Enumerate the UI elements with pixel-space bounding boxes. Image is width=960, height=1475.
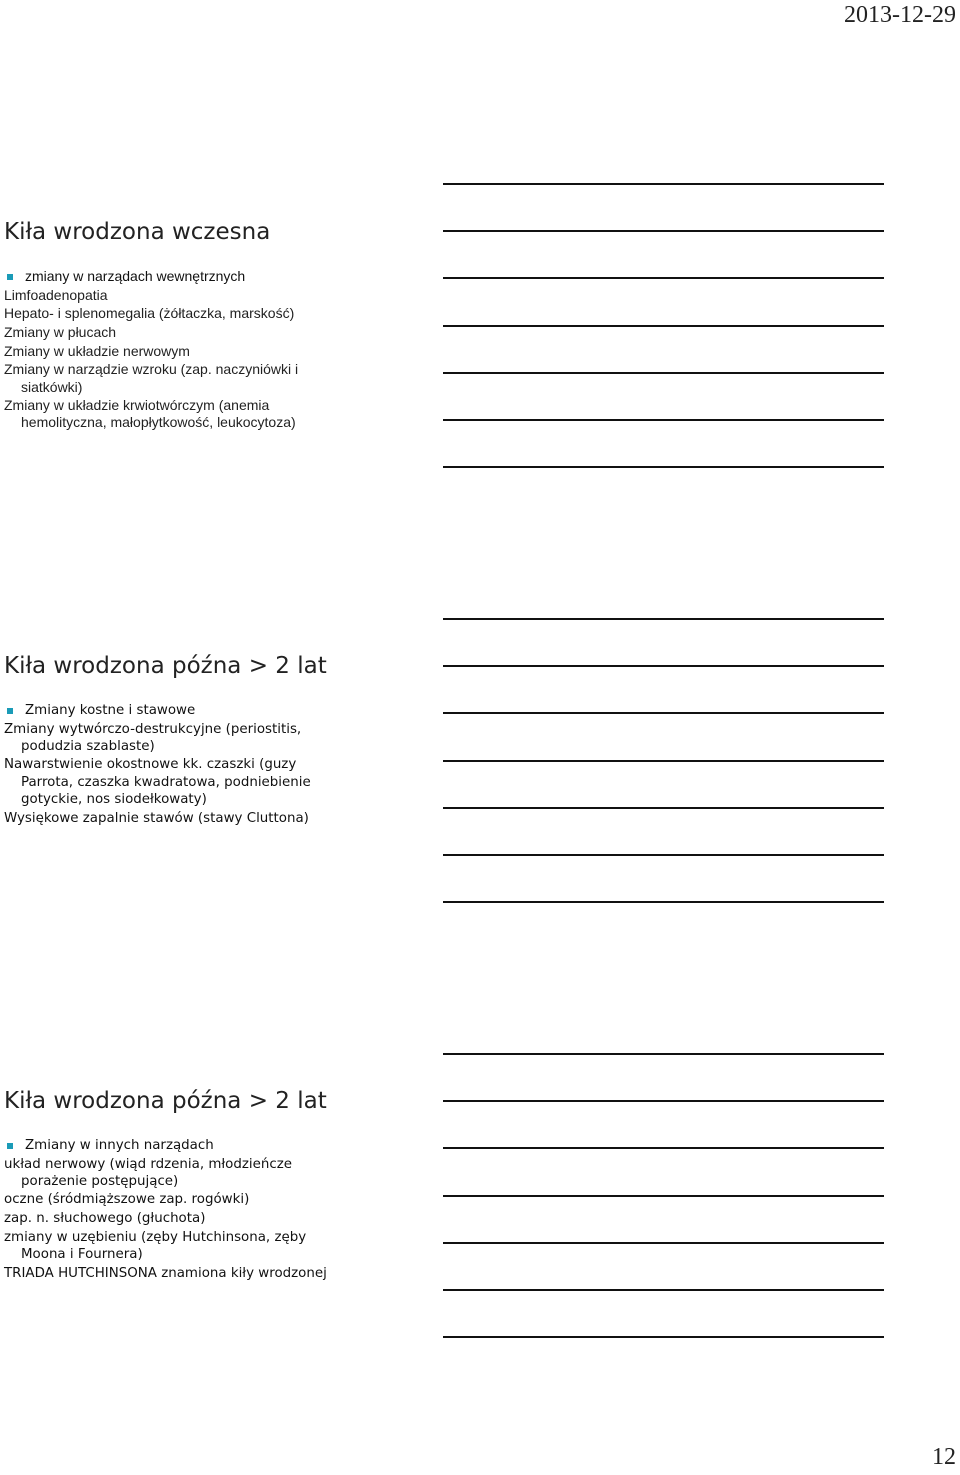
square-bullet-icon [7,708,13,714]
list-item: Zmiany w układzie nerwowym [4,342,190,359]
note-rule [443,419,884,421]
note-rule [443,901,884,903]
note-rule [443,1336,884,1338]
note-rule [443,1053,884,1055]
header-date: 2013-12-29 [844,2,956,28]
note-rule [443,1242,884,1244]
list-item: oczne (śródmiąższowe zap. rogówki) [4,1192,250,1208]
list-item: Zmiany w narządzie wzroku (zap. naczyniówki i siatkówki) [4,361,299,395]
note-rule [443,618,884,620]
bullet-text: Zmiany w innych narządach [25,1138,214,1153]
notes-lines-1 [443,183,884,513]
slide-2 [4,652,424,827]
list-item: Zmiany w płucach [4,323,117,340]
note-rule [443,466,884,468]
page-number: 12 [932,1444,956,1470]
slide-1 [4,218,424,432]
note-rule [443,1195,884,1197]
list-item: zap. n. słuchowego (głuchota) [4,1211,206,1227]
note-rule [443,1289,884,1291]
note-rule [443,760,884,762]
slide-2-title: Kiła wrodzona późna > 2 lat [4,653,327,679]
slide-3-bullet-item [4,1137,424,1154]
note-rule [443,372,884,374]
note-rule [443,712,884,714]
list-item: Nawarstwienie okostnowe kk. czaszki (guzy Parrota, czaszka kwadratowa, podniebienie gotyckie, nos siodełkowaty) [4,757,311,807]
list-item: układ nerwowy (wiąd rdzenia, młodzieńcze porażenie postępujące) [4,1156,292,1189]
list-item: TRIADA HUTCHINSONA znamiona kiły wrodzonej [4,1265,327,1281]
note-rule [443,854,884,856]
list-item: zmiany w uzębieniu (zęby Hutchinsona, zęby Moona i Fournera) [4,1229,307,1263]
bullet-text: Zmiany kostne i stawowe [25,703,196,718]
note-rule [443,183,884,185]
square-bullet-icon [7,1143,13,1149]
slide-3-title: Kiła wrodzona późna > 2 lat [4,1088,327,1114]
note-rule [443,230,884,232]
note-rule [443,1100,884,1102]
slide-1-title: Kiła wrodzona wczesna [4,219,271,245]
list-item: Limfoadenopatia [4,286,108,303]
square-bullet-icon [7,274,13,280]
note-rule [443,325,884,327]
list-item: Hepato- i splenomegalia (żółtaczka, marskość) [4,305,295,322]
list-item: Zmiany wytwórczo-destrukcyjne (periostitis, podudzia szablaste) [4,721,302,754]
note-rule [443,277,884,279]
notes-lines-3 [443,1053,884,1383]
note-rule [443,807,884,809]
list-item: Wysiękowe zapalnie stawów (stawy Cluttona) [4,810,309,826]
slide-1-bullet-item [4,268,424,285]
notes-lines-2 [443,618,884,948]
note-rule [443,665,884,667]
list-item: Zmiany w układzie krwiotwórczym (anemia hemolityczna, małopłytkowość, leukocytoza) [4,397,296,431]
slide-3 [4,1087,424,1282]
bullet-text: zmiany w narządach wewnętrznych [25,268,246,284]
slide-2-bullet-item [4,702,424,719]
note-rule [443,1147,884,1149]
